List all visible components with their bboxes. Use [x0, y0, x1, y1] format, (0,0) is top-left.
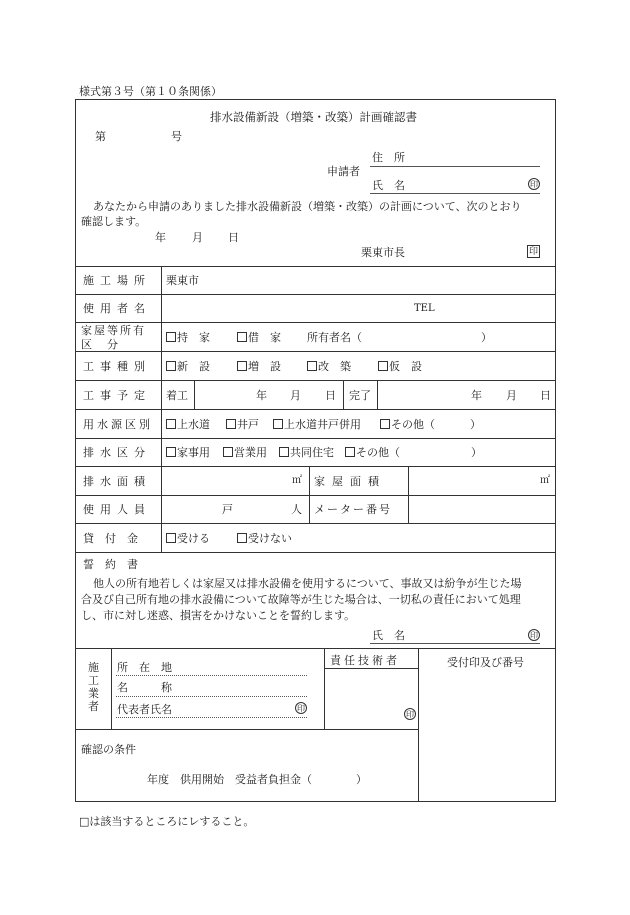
checkbox-icon[interactable]	[166, 419, 176, 429]
contractor-label-0: 施	[88, 661, 99, 674]
users-label: 使用人員	[83, 503, 151, 516]
checkbox-icon[interactable]	[380, 419, 390, 429]
reception-divider	[418, 648, 419, 802]
drain-opt-label-1: 営業用	[234, 446, 267, 459]
drain-opt-3[interactable]	[345, 447, 400, 458]
cell-divider	[377, 380, 378, 409]
representative-line	[116, 717, 307, 718]
work-type-label: 工事種別	[83, 360, 151, 373]
contractor-divider	[324, 648, 325, 729]
location-line	[116, 675, 307, 676]
body-text-line2: 確認します。	[81, 215, 147, 228]
document-title: 排水設備新設（増築・改築）計画確認書	[210, 110, 417, 124]
schedule-label: 工事予定	[83, 389, 151, 402]
applicant-seal-icon: 印	[530, 180, 538, 189]
work-type-label-2: 改 築	[318, 360, 351, 373]
footnote: □は該当するところにレすること。	[79, 815, 255, 828]
contractor-label-3: 者	[88, 700, 99, 713]
end-label: 完了	[349, 389, 371, 402]
checkbox-icon[interactable]	[237, 332, 247, 342]
water-opt-label-2: 上水道井戸併用	[284, 418, 361, 431]
row-divider	[75, 729, 418, 730]
checkbox-icon[interactable]	[223, 447, 233, 457]
pledge-name-line	[370, 643, 540, 644]
drain-opt-label-3: その他（	[356, 446, 400, 459]
house-rented[interactable]	[237, 332, 281, 343]
checkbox-icon[interactable]	[166, 447, 176, 457]
row-divider	[75, 648, 556, 649]
number-go: 号	[171, 130, 182, 143]
drain-opt-label-2: 共同住宅	[290, 446, 334, 459]
engineer-label: 責任技術者	[330, 654, 400, 667]
checkbox-icon[interactable]	[279, 447, 289, 457]
date-day: 日	[228, 231, 239, 244]
checkbox-icon[interactable]	[166, 332, 176, 342]
end-month: 月	[506, 389, 517, 402]
households-unit: 戸	[222, 503, 233, 516]
cell-divider	[343, 380, 344, 409]
site-label: 施工場所	[83, 274, 151, 287]
name-label: 氏 名	[372, 179, 405, 192]
pledge-seal-icon: 印	[530, 631, 538, 640]
reception-label: 受付印及び番号	[447, 656, 524, 669]
conditions-line: 年度 供用開始 受益者負担金（ ）	[147, 773, 367, 786]
loan-opt-label-0: 受ける	[177, 532, 210, 545]
engineer-divider	[324, 668, 418, 669]
drain-opt-0[interactable]	[166, 447, 210, 458]
engineer-seal-icon: 印	[406, 710, 414, 719]
pledge-line1: 他人の所有地若しくは家屋又は排水設備を使用するについて、事故又は紛争が生じた場	[93, 577, 522, 590]
row-divider	[75, 495, 556, 496]
work-type-0[interactable]	[166, 361, 210, 372]
work-type-label-0: 新 設	[177, 360, 210, 373]
site-value: 栗東市	[166, 274, 199, 287]
pledge-title: 誓 約 書	[83, 558, 138, 571]
cell-divider	[408, 466, 409, 523]
water-opt-2[interactable]	[273, 419, 361, 430]
contractor-divider	[111, 648, 112, 729]
house-owned[interactable]	[166, 332, 210, 343]
drain-label: 排水区分	[83, 446, 151, 459]
end-day: 日	[540, 389, 551, 402]
house-rented-label: 借 家	[248, 331, 281, 344]
drain-opt-label-0: 家事用	[177, 446, 210, 459]
label-column-divider	[161, 266, 162, 552]
conditions-label: 確認の条件	[81, 743, 136, 756]
house-label-2: 区 分	[81, 338, 120, 351]
start-label: 着工	[166, 389, 188, 402]
loan-opt-1[interactable]	[237, 533, 292, 544]
contractor-name: 名 称	[117, 681, 172, 694]
date-month: 月	[192, 231, 203, 244]
row-divider	[75, 266, 556, 267]
row-divider	[75, 351, 556, 352]
meter-label: メーター番号	[314, 503, 392, 516]
contractor-seal-icon: 印	[297, 704, 305, 713]
body-text-line1: あなたから申請のありました排水設備新設（増築・改築）の計画について、次のとおり	[93, 200, 522, 213]
checkbox-icon[interactable]	[273, 419, 283, 429]
row-divider	[75, 466, 556, 467]
user-label: 使用者名	[83, 302, 151, 315]
drain-area-label: 排水面積	[83, 475, 151, 488]
loan-opt-label-1: 受けない	[248, 532, 292, 545]
contractor-location: 所 在 地	[117, 661, 172, 674]
start-month: 月	[290, 389, 301, 402]
checkbox-icon[interactable]	[226, 419, 236, 429]
end-year: 年	[471, 389, 482, 402]
house-label-1: 家屋等所有	[81, 324, 146, 337]
form-number: 様式第３号（第１０条関係）	[79, 85, 222, 98]
row-divider	[75, 380, 556, 381]
name-line	[116, 696, 307, 697]
water-opt-label-0: 上水道	[177, 418, 210, 431]
water-label: 用水源区別	[83, 418, 153, 431]
water-opt-label-3: その他（	[391, 418, 435, 431]
water-close: ）	[470, 418, 481, 431]
row-divider	[75, 552, 556, 553]
pledge-name-label: 氏 名	[372, 629, 405, 642]
applicant-label: 申請者	[327, 165, 360, 178]
checkbox-icon[interactable]	[166, 361, 176, 371]
drain-area-unit: ㎡	[292, 475, 302, 486]
work-type-1[interactable]	[237, 361, 281, 372]
work-type-2[interactable]	[307, 361, 351, 372]
persons-unit: 人	[291, 503, 302, 516]
checkbox-icon[interactable]	[307, 361, 317, 371]
contractor-label-2: 業	[88, 687, 99, 700]
row-divider	[75, 523, 556, 524]
loan-opt-0[interactable]	[166, 533, 210, 544]
number-dai: 第	[95, 130, 106, 143]
cell-divider	[194, 380, 195, 409]
checkbox-icon[interactable]	[237, 361, 247, 371]
water-opt-label-1: 井戸	[237, 418, 259, 431]
house-area-label: 家屋面積	[314, 475, 386, 488]
mayor-title: 栗東市長	[361, 246, 405, 259]
water-opt-1[interactable]	[226, 419, 259, 430]
pledge-line2: 合及び自己所有地の排水設備について故障等が生じた場合は、一切私の責任において処理	[81, 593, 521, 606]
date-year: 年	[155, 231, 166, 244]
cell-divider	[309, 466, 310, 523]
tel-label: TEL	[414, 303, 435, 314]
owner-close: ）	[481, 331, 492, 344]
checkbox-icon[interactable]	[237, 533, 247, 543]
checkbox-icon[interactable]	[378, 361, 388, 371]
work-type-3[interactable]	[378, 361, 422, 372]
row-divider	[75, 409, 556, 410]
address-line	[370, 166, 540, 167]
water-opt-3[interactable]	[380, 419, 435, 430]
drain-opt-1[interactable]	[223, 447, 267, 458]
start-year: 年	[256, 389, 267, 402]
owner-label: 所有者名（	[307, 331, 362, 344]
loan-label: 貸 付 金	[83, 532, 138, 545]
row-divider	[75, 294, 556, 295]
checkbox-icon[interactable]	[166, 533, 176, 543]
address-label: 住 所	[372, 151, 405, 164]
water-opt-0[interactable]	[166, 419, 210, 430]
house-area-unit: ㎡	[540, 475, 550, 486]
row-divider	[75, 438, 556, 439]
contractor-label-1: 工	[88, 674, 99, 687]
row-divider	[75, 322, 556, 323]
drain-opt-2[interactable]	[279, 447, 334, 458]
contractor-representative: 代表者氏名	[117, 703, 172, 716]
drain-close: ）	[471, 446, 482, 459]
name-line	[370, 193, 540, 194]
checkbox-icon[interactable]	[345, 447, 355, 457]
work-type-label-3: 仮 設	[389, 360, 422, 373]
work-type-label-1: 増 設	[248, 360, 281, 373]
mayor-seal-icon: 印	[528, 247, 538, 257]
house-owned-label: 持 家	[177, 331, 210, 344]
pledge-line3: し、市に対し迷惑、損害をかけないことを誓約します。	[81, 609, 356, 622]
start-day: 日	[325, 389, 336, 402]
